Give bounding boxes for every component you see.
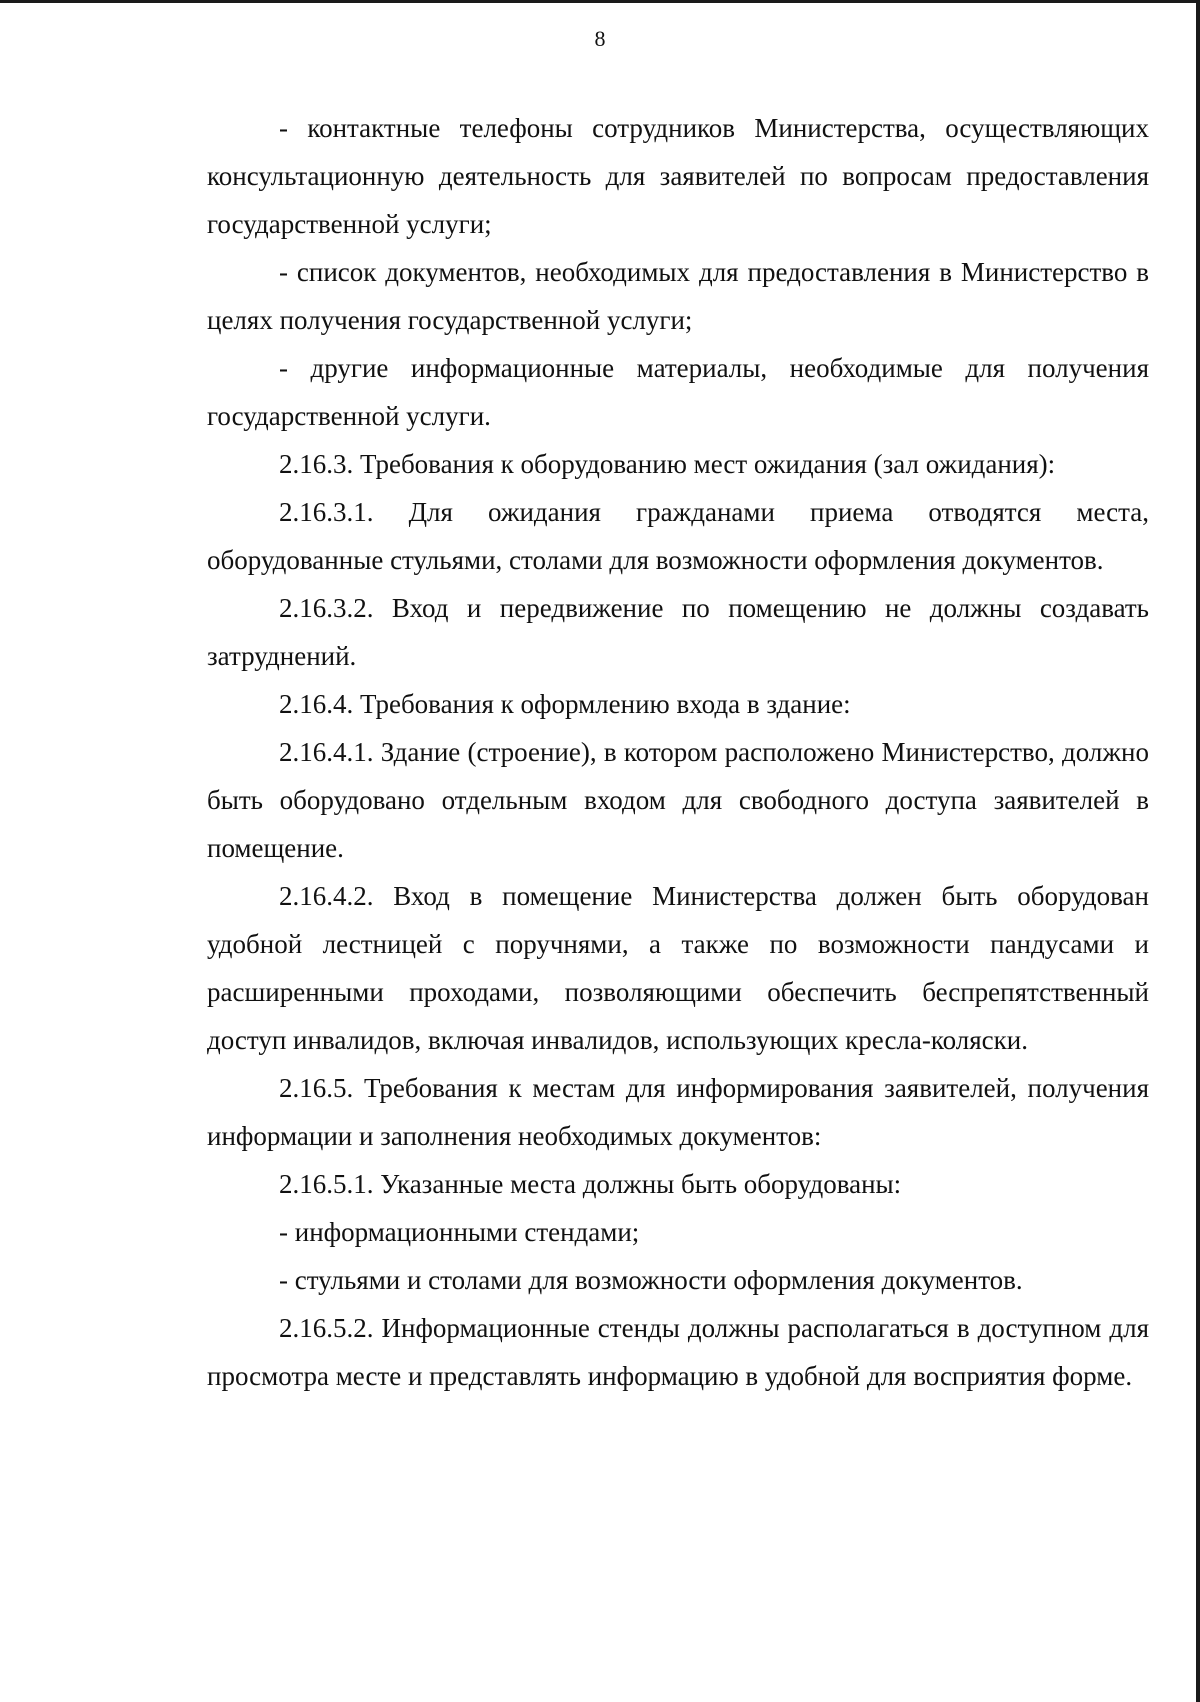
paragraph-2-16-5: 2.16.5. Требования к местам для информирования заявителей, получения информации и заполнения необходимых документов:: [207, 1073, 1149, 1151]
paragraph-2-16-5-1: 2.16.5.1. Указанные места должны быть оборудованы:: [279, 1169, 902, 1199]
paragraph-other-materials: - другие информационные материалы, необходимые для получения государственной услуги.: [207, 353, 1149, 431]
paragraph-chairs-tables: - стульями и столами для возможности оформления документов.: [279, 1265, 1023, 1295]
document-body: [207, 104, 1149, 1400]
paragraph-documents-list: - список документов, необходимых для предоставления в Министерство в целях получения государственной услуги;: [207, 257, 1149, 335]
paragraph-2-16-4-2: 2.16.4.2. Вход в помещение Министерства должен быть оборудован удобной лестницей с поручнями, а также по возможности пандусами и расширенными проходами, позволяющими обеспечить беспрепятственный доступ инвалидов, включая инвалидов, использующих кресла-коляски.: [207, 881, 1149, 1055]
scan-border-top: [0, 0, 1200, 3]
page-number: 8: [594, 26, 606, 51]
paragraph-2-16-5-2: 2.16.5.2. Информационные стенды должны располагаться в доступном для просмотра месте и представлять информацию в удобной для восприятия форме.: [207, 1313, 1149, 1391]
paragraph-2-16-3: 2.16.3. Требования к оборудованию мест ожидания (зал ожидания):: [279, 449, 1056, 479]
paragraph-2-16-3-1: 2.16.3.1. Для ожидания гражданами приема отводятся места, оборудованные стульями, столами для возможности оформления документов.: [207, 497, 1149, 575]
scan-border-right: [1196, 0, 1200, 1702]
paragraph-2-16-4-1: 2.16.4.1. Здание (строение), в котором расположено Министерство, должно быть оборудовано отдельным входом для свободного доступа заявителей в помещение.: [207, 737, 1149, 863]
paragraph-2-16-3-2: 2.16.3.2. Вход и передвижение по помещению не должны создавать затруднений.: [207, 593, 1149, 671]
paragraph-2-16-4: 2.16.4. Требования к оформлению входа в здание:: [279, 689, 851, 719]
paragraph-contact-phones: - контактные телефоны сотрудников Министерства, осуществляющих консультационную деятельность для заявителей по вопросам предоставления государственной услуги;: [207, 113, 1149, 239]
paragraph-info-stands: - информационными стендами;: [279, 1217, 640, 1247]
